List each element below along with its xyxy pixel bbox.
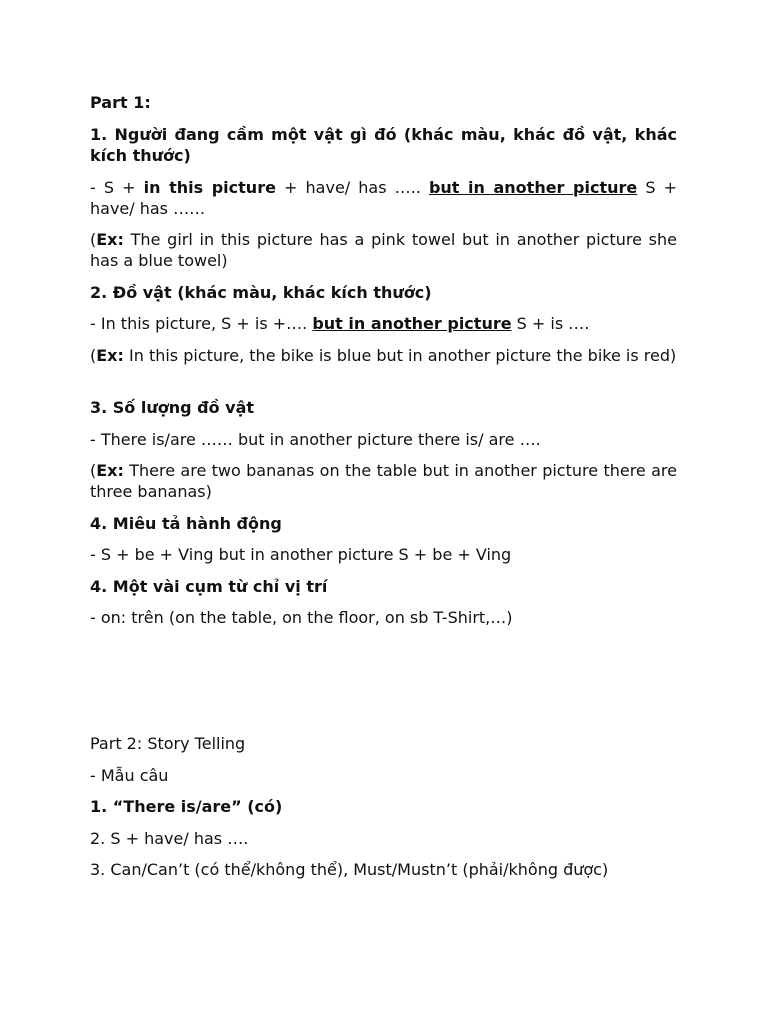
item2-pattern-prefix: - In this picture, S + is +…. <box>90 314 313 333</box>
item3-pattern: - There is/are …… but in another picture there is/ are …. <box>90 430 541 449</box>
item2-title: 2. Đồ vật (khác màu, khác kích thước) <box>90 283 432 302</box>
item3-example-text: There are two bananas on the table but in another picture there are three bananas) <box>90 461 677 501</box>
item5-pattern: - on: trên (on the table, on the floor, on sb T-Shirt,…) <box>90 608 513 627</box>
part1-heading: Part 1: <box>90 93 151 112</box>
item3-example-open: ( <box>90 461 97 480</box>
item2-pattern-suffix: S + is …. <box>511 314 590 333</box>
item1-pattern-prefix: - S + <box>90 178 144 197</box>
item3-title: 3. Số lượng đồ vật <box>90 398 255 417</box>
item1-example-text: The girl in this picture has a pink towel but in another picture she has a blue towel) <box>90 230 677 270</box>
item1-pattern-mid: + have/ has ….. <box>275 178 429 197</box>
item3-example-label: Ex: <box>96 461 124 480</box>
item3-example <box>90 460 677 502</box>
item2-example-text: In this picture, the bike is blue but in another picture the bike is red) <box>123 346 677 365</box>
item1-pattern-suffix: S + have/ has …… <box>90 178 678 218</box>
part2-subheading: - Mẫu câu <box>90 766 169 785</box>
item4-title: 4. Miêu tả hành động <box>90 514 282 533</box>
part2-line2: 2. S + have/ has …. <box>90 829 249 848</box>
item1-pattern-bold: in this picture <box>143 178 276 197</box>
item2-example <box>90 345 677 366</box>
item2-example-label: Ex: <box>96 346 124 365</box>
item4-pattern: - S + be + Ving but in another picture S + be + Ving <box>90 545 512 564</box>
part2-line1: 1. “There is/are” (có) <box>90 797 283 816</box>
item1-title: 1. Người đang cầm một vật gì đó (khác màu, khác đồ vật, khác kích thước) <box>90 125 677 165</box>
item1-example <box>90 229 677 271</box>
part2-line3: 3. Can/Can’t (có thể/không thể), Must/Mustn’t (phải/không được) <box>90 860 609 879</box>
part2-heading: Part 2: Story Telling <box>90 734 246 753</box>
item2-example-open: ( <box>90 346 97 365</box>
item1-pattern-underline: but in another picture <box>428 178 638 197</box>
item1-pattern <box>90 177 677 219</box>
item5-title: 4. Một vài cụm từ chỉ vị trí <box>90 577 328 596</box>
item1-example-label: Ex: <box>96 230 124 249</box>
item1-example-open: ( <box>90 230 97 249</box>
item2-pattern-underline: but in another picture <box>312 314 512 333</box>
item2-pattern <box>90 313 677 334</box>
